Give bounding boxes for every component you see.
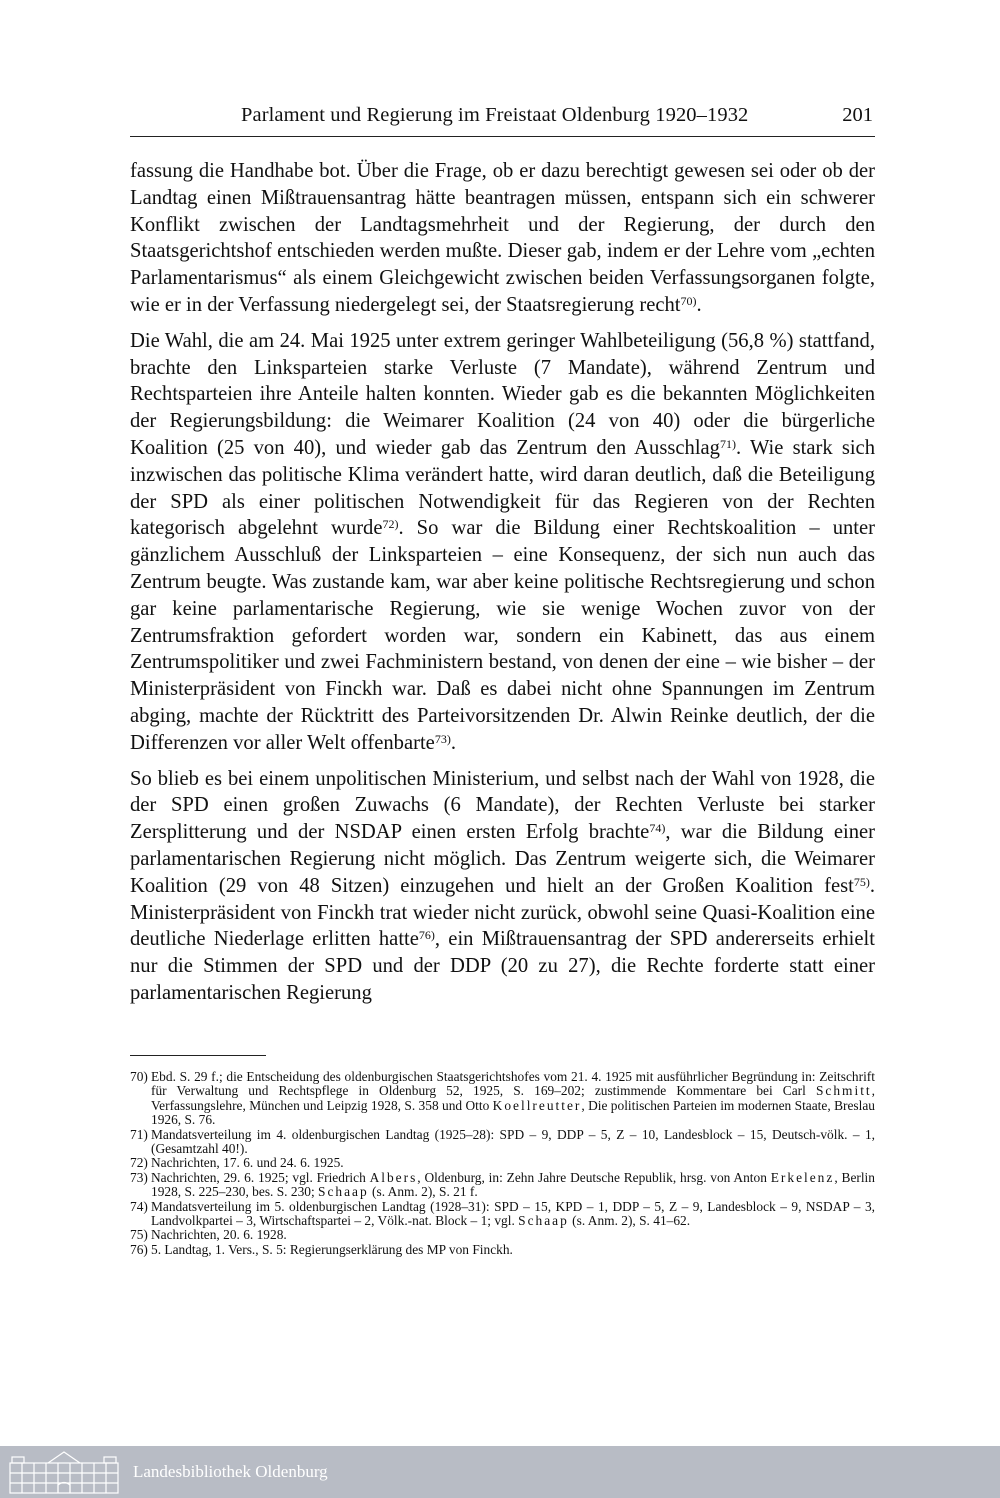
text-run: Mandatsverteilung im 4. oldenburgischen Landtag (1925–28): SPD – 9, DDP – 5, Z – 10, Landesblock – 15, Deutsch-völk. – 1, (Gesamtzahl 40!).: [151, 1126, 875, 1157]
footnote-reference: 70): [680, 293, 697, 308]
text-run: Mandatsverteilung im 5. oldenburgischen Landtag (1928–31): SPD – 15, KPD – 1, DDP – 5, Z – 9, Landesblock – 9, NSDAP – 3, Landvolkpartei – 3, Wirtschaftspartei – 2, Völk.-nat. Block – 1; vgl.: [151, 1198, 875, 1229]
footnote-number: 75): [130, 1227, 148, 1243]
paragraph: [130, 766, 875, 1007]
paragraph: [130, 328, 875, 757]
text-run: .: [450, 731, 456, 754]
footnote-reference: 73): [434, 731, 451, 746]
text-run: . Ministerpräsident von Finckh trat wieder nicht zurück, obwohl seine Quasi-Koalition eine deutliche Niederlage erlitten hatte: [130, 874, 875, 951]
page-number: 201: [842, 104, 873, 126]
running-title: Parlament und Regierung im Freistaat Oldenburg 1920–1932: [241, 104, 749, 126]
footnote: [130, 1171, 875, 1200]
text-run: fassung die Handhabe bot. Über die Frage, ob er dazu berechtigt gewesen sei oder ob der Landtag einen Mißtrauensantrag hätte beantragen müssen, entspann sich ein schwerer Konflikt zwischen der Landtagsmehrheit und der Regierung, der durch den Staatsgerichtshof entschieden werden mußte. Dieser gab, indem er der Lehre vom „echten Parlamentarismus“ als einem Gleichgewicht zwischen beiden Verfassungsorganen folgte, wie er in der Verfassung niedergelegt sei, der Staatsregierung recht: [130, 160, 875, 316]
footnote-reference: 72): [382, 517, 399, 532]
text-run: , war die Bildung einer parlamentarischen Regierung nicht möglich. Das Zentrum weigerte sich, die Weimarer Koalition (29 von 48 Sitzen) einzugehen und hielt an der Großen Koalition fest: [130, 821, 876, 897]
footnote: [130, 1243, 875, 1257]
footnote-reference: 71): [719, 436, 736, 451]
author-name: Albers: [369, 1169, 418, 1185]
text-run: , Berlin 1928, S. 225–230, bes. S. 230;: [151, 1169, 875, 1200]
text-run: , ein Mißtrauensantrag der SPD andererseits erhielt nur die Stimmen der SPD und der DDP (20 zu 27), die Rechte forderte statt einer parlamentarischen Regierung: [130, 928, 875, 1004]
main-text: [130, 158, 875, 1016]
footnote-number: 72): [130, 1155, 148, 1171]
footnote: [130, 1128, 875, 1157]
library-building-logo: [8, 1449, 120, 1495]
footnote-number: 71): [130, 1126, 148, 1142]
footnote-text: [151, 1155, 344, 1170]
author-name: Erkelenz: [770, 1169, 835, 1185]
library-name: Landesbibliothek Oldenburg: [133, 1462, 328, 1481]
footnote-text: [151, 1199, 875, 1228]
footnote-number: 70): [130, 1069, 148, 1084]
text-run: . Wie stark sich inzwischen das politische Klima verändert hatte, wird daran deutlich, daß die Beteiligung der SPD als einer politischen Notwendigkeit für das Regieren von der Rechten kategorisch abgelehnt wurde: [130, 436, 875, 540]
footnote-text: [151, 1069, 875, 1127]
text-run: (s. Anm. 2), S. 21 f.: [368, 1184, 478, 1200]
footnote: [130, 1200, 875, 1229]
footnotes: [130, 1070, 875, 1257]
text-run: Nachrichten, 20. 6. 1928.: [151, 1227, 287, 1243]
running-header: [130, 104, 875, 137]
text-run: 5. Landtag, 1. Vers., S. 5: Regierungserklärung des MP von Finckh.: [151, 1241, 513, 1257]
author-name: Schmitt: [815, 1083, 872, 1099]
text-run: , Oldenburg, in: Zehn Jahre Deutsche Republik, hrsg. von Anton: [417, 1169, 771, 1185]
author-name: Koellreutter: [492, 1097, 582, 1113]
text-run: (s. Anm. 2), S. 41–62.: [568, 1213, 691, 1229]
footnote: [130, 1228, 875, 1242]
text-run: Die Wahl, die am 24. Mai 1925 unter extrem geringer Wahlbeteiligung (56,8 %) stattfand, brachte den Linksparteien starke Verluste (7 Mandate), während Zentrum und Rechtsparteien ihre Anteile halten konnten. Wieder gab es die bekannten Möglichkeiten der Regierungsbildung: die Weimarer Koalition (24 von 40) oder die bürgerliche Koalition (25 von 40), und wieder gab das Zentrum den Ausschlag: [130, 329, 875, 459]
footnote-reference: 76): [418, 928, 435, 943]
text-run: . So war die Bildung einer Rechtskoalition – unter gänzlichem Ausschluß der Linksparteien – eine Konsequenz, der sich nun auch das Zentrum beugte. Was zustande kam, war aber keine politische Rechtsregierung und schon gar keine parlamentarische Regierung, wie sie wenige Wochen zuvor von der Zentrumsfraktion gefordert worden war, sondern ein Kabinett, das aus einem Zentrumspolitiker und zwei Fachministern bestand, von denen der eine – wie bisher – der Ministerpräsident von Finckh war. Daß es dabei nicht ohne Spannungen im Zentrum abging, machte der Rücktritt des Parteivorsitzenden Dr. Alwin Reinke deutlich, der die Differenzen vor aller Welt offenbarte: [130, 517, 876, 754]
footnote-text: [151, 1127, 875, 1156]
footnote-number: 73): [130, 1169, 148, 1185]
author-name: Schaap: [518, 1213, 569, 1229]
text-run: Nachrichten, 29. 6. 1925; vgl. Friedrich: [151, 1169, 370, 1185]
author-name: Schaap: [318, 1184, 369, 1200]
footnote-reference: 74): [649, 821, 666, 836]
footnote-number: 76): [130, 1241, 148, 1257]
footnote: [130, 1070, 875, 1128]
footnote: [130, 1156, 875, 1170]
text-run: .: [696, 293, 702, 316]
text-run: Nachrichten, 17. 6. und 24. 6. 1925.: [151, 1155, 344, 1171]
text-run: Ebd. S. 29 f.; die Entscheidung des oldenburgischen Staatsgerichtshofes vom 21. 4. 1925 mit ausführlicher Begründung in: Zeitschrift für Verwaltung und Rechtspflege in Oldenburg 52, 1925, S. 169–202; zustimmende Kommentare bei Carl: [151, 1069, 875, 1099]
footnote-reference: 75): [853, 874, 870, 889]
library-footer-bar: [0, 1446, 1000, 1498]
paragraph: [130, 158, 875, 319]
footnote-text: [151, 1170, 875, 1199]
footnote-number: 74): [130, 1198, 148, 1214]
footnote-separator: [130, 1055, 266, 1056]
footnote-text: [151, 1227, 287, 1242]
text-run: , Verfassungslehre, München und Leipzig 1928, S. 358 und Otto: [151, 1083, 875, 1113]
text-run: So blieb es bei einem unpolitischen Ministerium, und selbst nach der Wahl von 1928, die der SPD einen großen Zuwachs (6 Mandate), der Rechten Verluste bei starker Zersplitterung und der NSDAP einen ersten Erfolg brachte: [130, 767, 875, 844]
footnote-text: [151, 1242, 513, 1257]
text-run: , Die politischen Parteien im modernen Staate, Breslau 1926, S. 76.: [151, 1097, 875, 1128]
